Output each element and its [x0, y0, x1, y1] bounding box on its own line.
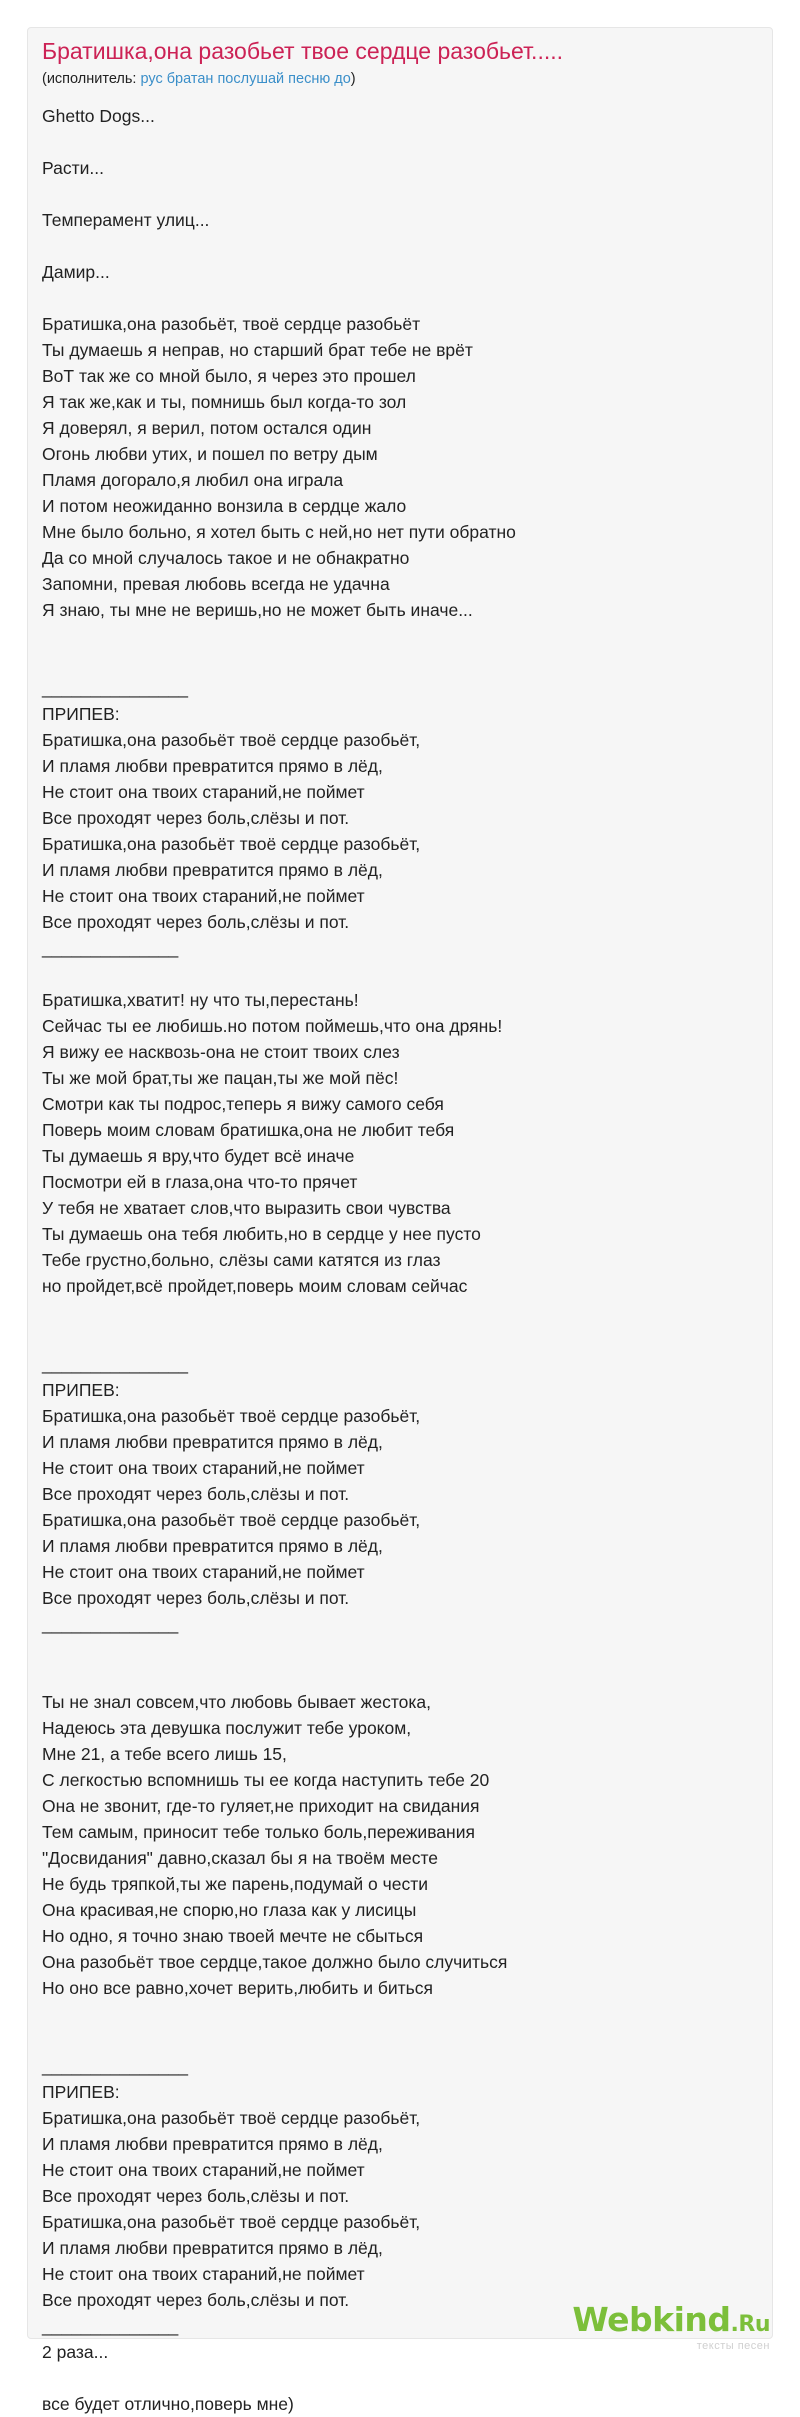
- lyrics-line: Поверь моим словам братишка,она не любит тебя: [42, 1120, 455, 1140]
- lyrics-line: Она разобьёт твое сердце,такое должно было случиться: [42, 1952, 508, 1972]
- lyrics-blank-line: [42, 649, 742, 675]
- lyrics-line: Не стоит она твоих стараний,не поймет: [42, 2264, 365, 2284]
- lyrics-line: ______________: [42, 1614, 179, 1634]
- lyrics-line: Не стоит она твоих стараний,не поймет: [42, 1562, 365, 1582]
- lyrics-line: Ghetto Dogs...: [42, 106, 155, 126]
- lyrics-line: Ты думаешь я неправ, но старший брат тебе не врёт: [42, 340, 473, 360]
- lyrics-line: Все проходят через боль,слёзы и пот.: [42, 808, 350, 828]
- lyrics-line: Запомни, превая любовь всегда не удачна: [42, 574, 390, 594]
- lyrics-line: Тем самым, приносит тебе только боль,переживания: [42, 1822, 475, 1842]
- lyrics-blank-line: [42, 961, 742, 987]
- lyrics-line: Смотри как ты подрос,теперь я вижу самого себя: [42, 1094, 444, 1114]
- lyrics-line: Все проходят через боль,слёзы и пот.: [42, 2290, 350, 2310]
- lyrics-blank-line: [42, 181, 742, 207]
- lyrics-line: ______________: [42, 938, 179, 958]
- lyrics-blank-line: [42, 129, 742, 155]
- lyrics-line: Ты думаешь она тебя любить,но в сердце у нее пусто: [42, 1224, 481, 1244]
- lyrics-line: И пламя любви превратится прямо в лёд,: [42, 2134, 383, 2154]
- lyrics-line: Не стоит она твоих стараний,не поймет: [42, 1458, 365, 1478]
- lyrics-blank-line: [42, 2001, 742, 2027]
- lyrics-line: Я доверял, я верил, потом остался один: [42, 418, 372, 438]
- lyrics-blank-line: [42, 1663, 742, 1689]
- lyrics-blank-line: [42, 285, 742, 311]
- lyrics-line: "Досвидания" давно,сказал бы я на твоём месте: [42, 1848, 439, 1868]
- lyrics-line: Расти...: [42, 158, 104, 178]
- lyrics-line: Она красивая,не спорю,но глаза как у лисицы: [42, 1900, 417, 1920]
- logo-brand: Webkind: [572, 2300, 731, 2339]
- lyrics-line: Мне было больно, я хотел быть с ней,но нет пути обратно: [42, 522, 516, 542]
- lyrics-line: Сейчас ты ее любишь.но потом поймешь,что она дрянь!: [42, 1016, 503, 1036]
- lyrics-blank-line: [42, 2365, 742, 2391]
- lyrics-line: Все проходят через боль,слёзы и пот.: [42, 1588, 350, 1608]
- lyrics-line: И пламя любви превратится прямо в лёд,: [42, 860, 383, 880]
- lyrics-line: Братишка,она разобьёт твоё сердце разобьёт,: [42, 2108, 421, 2128]
- song-meta: [42, 71, 356, 87]
- lyrics-line: Ты думаешь я вру,что будет всё иначе: [42, 1146, 355, 1166]
- lyrics-line: Братишка,она разобьёт твоё сердце разобьёт,: [42, 730, 421, 750]
- lyrics-line: ПРИПЕВ:: [42, 704, 120, 724]
- lyrics-line: Надеюсь эта девушка послужит тебе уроком,: [42, 1718, 412, 1738]
- lyrics-line: Пламя догорало,я любил она играла: [42, 470, 344, 490]
- lyrics-line: все будет отлично,поверь мне): [42, 2394, 294, 2414]
- lyrics-line: Дамир...: [42, 262, 110, 282]
- lyrics-line: Все проходят через боль,слёзы и пот.: [42, 1484, 350, 1504]
- lyrics-line: _______________: [42, 678, 188, 698]
- lyrics-line: 2 раза...: [42, 2342, 109, 2362]
- lyrics-line: Ты не знал совсем,что любовь бывает жестока,: [42, 1692, 432, 1712]
- lyrics-line: И пламя любви превратится прямо в лёд,: [42, 1432, 383, 1452]
- page-title: Братишка,она разобьет твое сердце разобьет.....: [42, 38, 564, 64]
- lyrics-line: Огонь любви утих, и пошел по ветру дым: [42, 444, 378, 464]
- lyrics-line: Братишка,она разобьёт твоё сердце разобьёт,: [42, 2212, 421, 2232]
- lyrics-blank-line: [42, 2027, 742, 2053]
- lyrics-line: Тебе грустно,больно, слёзы сами катятся из глаз: [42, 1250, 441, 1270]
- lyrics-line: Я так же,как и ты, помнишь был когда-то зол: [42, 392, 407, 412]
- lyrics-line: Посмотри ей в глаза,она что-то прячет: [42, 1172, 358, 1192]
- lyrics-blank-line: [42, 1299, 742, 1325]
- lyrics-line: Темперамент улиц...: [42, 210, 210, 230]
- lyrics-line: И потом неожиданно вонзила в сердце жало: [42, 496, 407, 516]
- lyrics-line: Мне 21, а тебе всего лишь 15,: [42, 1744, 287, 1764]
- lyrics-line: Я знаю, ты мне не веришь,но не может быть иначе...: [42, 600, 473, 620]
- lyrics-line: Она не звонит, где-то гуляет,не приходит на свидания: [42, 1796, 480, 1816]
- lyrics-line: Не стоит она твоих стараний,не поймет: [42, 886, 365, 906]
- lyrics-line: Не будь тряпкой,ты же парень,подумай о чести: [42, 1874, 429, 1894]
- lyrics-line: Ты же мой брат,ты же пацан,ты же мой пёс!: [42, 1068, 399, 1088]
- logo-wordmark: [572, 2300, 770, 2342]
- lyrics-line: Братишка,она разобьёт твоё сердце разобьёт,: [42, 834, 421, 854]
- lyrics-blank-line: [42, 1325, 742, 1351]
- lyrics-line: Все проходят через боль,слёзы и пот.: [42, 912, 350, 932]
- lyrics-line: _______________: [42, 2056, 188, 2076]
- lyrics-line: Не стоит она твоих стараний,не поймет: [42, 782, 365, 802]
- lyrics-line: Я вижу ее насквозь-она не стоит твоих слез: [42, 1042, 400, 1062]
- lyrics-line: Братишка,она разобьёт твоё сердце разобьёт,: [42, 1510, 421, 1530]
- lyrics-line: И пламя любви превратится прямо в лёд,: [42, 1536, 383, 1556]
- lyrics-line: С легкостью вспомнишь ты ее когда наступить тебе 20: [42, 1770, 490, 1790]
- lyrics-line: Братишка,хватит! ну что ты,перестань!: [42, 990, 359, 1010]
- artist-link[interactable]: рус братан: [140, 71, 214, 87]
- lyrics-line: И пламя любви превратится прямо в лёд,: [42, 756, 383, 776]
- lyrics-line: И пламя любви превратится прямо в лёд,: [42, 2238, 383, 2258]
- lyrics-line: ПРИПЕВ:: [42, 1380, 120, 1400]
- webkind-logo[interactable]: [572, 2300, 770, 2352]
- listen-song-link[interactable]: послушай песню до: [217, 71, 351, 87]
- lyrics-line: Братишка,она разобьёт твоё сердце разобьёт,: [42, 1406, 421, 1426]
- lyrics-line: У тебя не хватает слов,что выразить свои чувства: [42, 1198, 451, 1218]
- lyrics-line: но пройдет,всё пройдет,поверь моим словам сейчас: [42, 1276, 468, 1296]
- lyrics-line: ВоТ так же со мной было, я через это прошел: [42, 366, 416, 386]
- logo-tld: .Ru: [730, 2312, 770, 2337]
- meta-suffix: ): [350, 71, 356, 87]
- lyrics-line: _______________: [42, 1354, 188, 1374]
- lyrics-blank-line: [42, 1637, 742, 1663]
- lyrics-line: Братишка,она разобьёт, твоё сердце разобьёт: [42, 314, 421, 334]
- lyrics-line: Но оно все равно,хочет верить,любить и биться: [42, 1978, 433, 1998]
- lyrics-blank-line: [42, 623, 742, 649]
- lyrics-line: ______________: [42, 2316, 179, 2336]
- lyrics-line: Да со мной случалось такое и не обнакратно: [42, 548, 410, 568]
- lyrics-line: Все проходят через боль,слёзы и пот.: [42, 2186, 350, 2206]
- lyrics-body: [42, 103, 742, 2417]
- lyrics-line: Но одно, я точно знаю твоей мечте не сбыться: [42, 1926, 424, 1946]
- logo-tagline: тексты песен: [696, 2340, 770, 2352]
- lyrics-line: Не стоит она твоих стараний,не поймет: [42, 2160, 365, 2180]
- lyrics-blank-line: [42, 233, 742, 259]
- meta-prefix: (исполнитель:: [42, 71, 141, 87]
- lyrics-line: ПРИПЕВ:: [42, 2082, 120, 2102]
